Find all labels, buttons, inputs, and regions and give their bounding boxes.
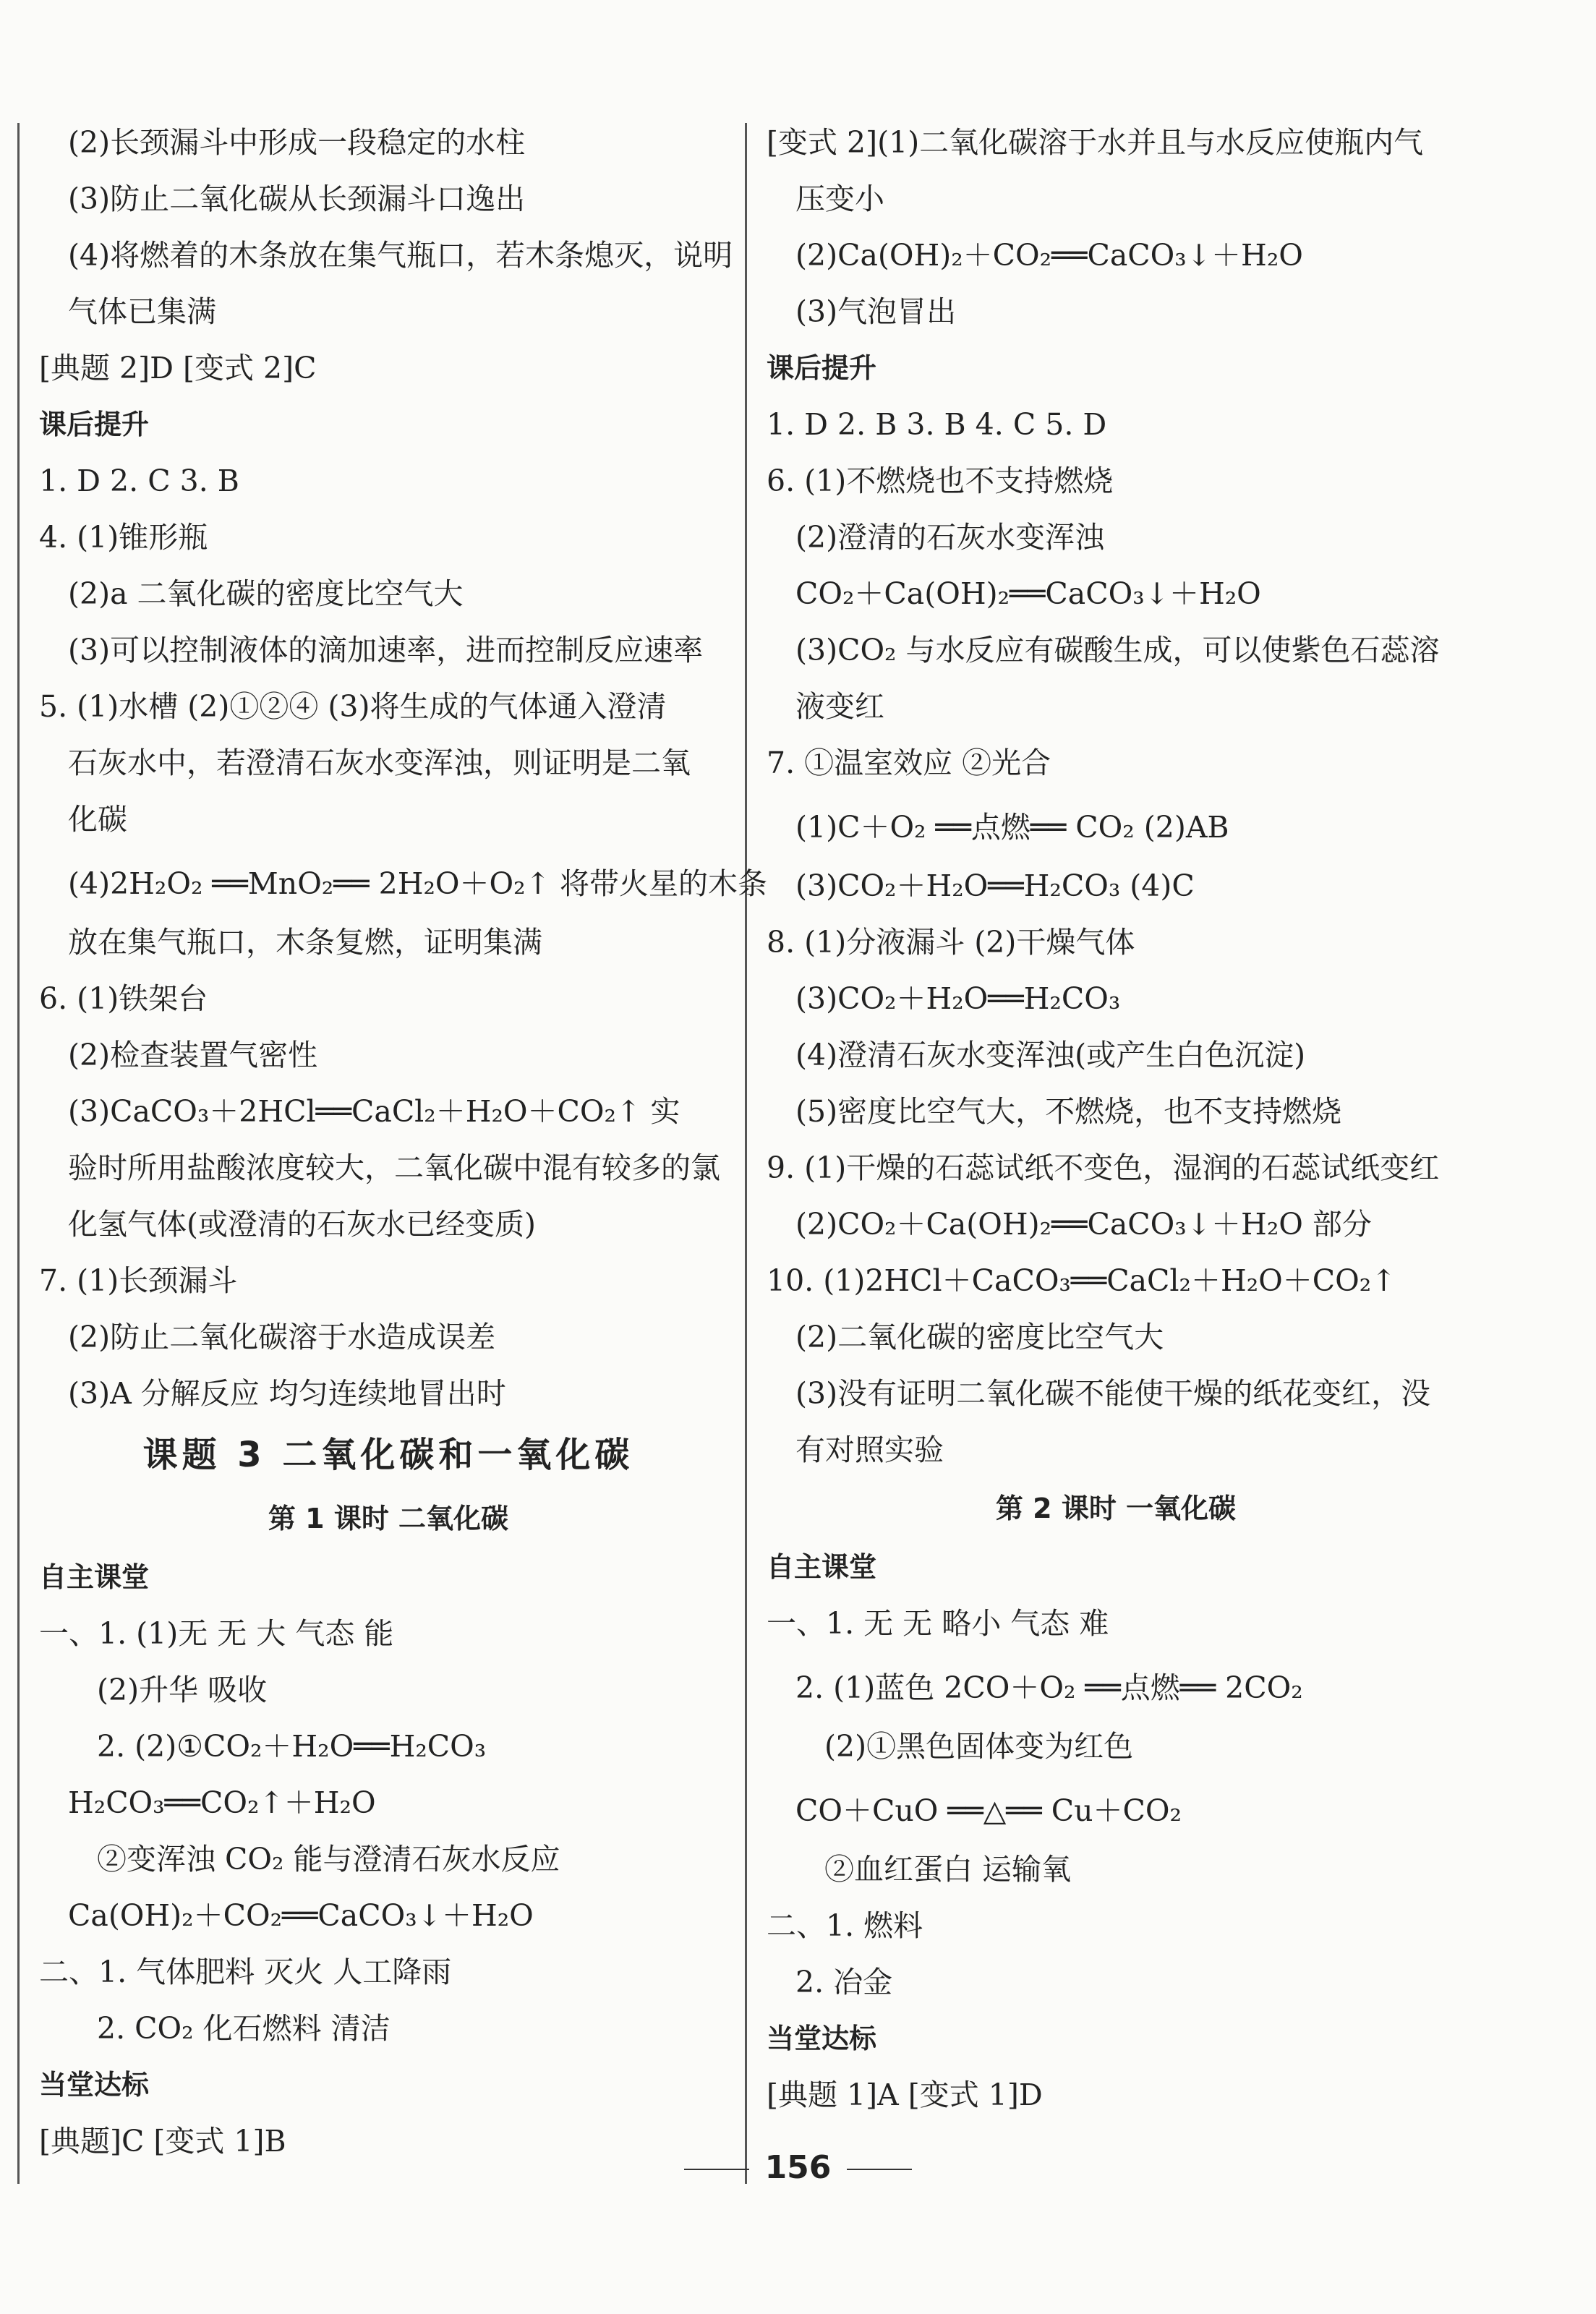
answer-line: 1. D 2. C 3. B xyxy=(39,464,239,498)
page-number-text: 156 xyxy=(764,2149,832,2186)
equation-line: 2. (1)蓝色 2CO＋O₂ ══点燃══ 2CO₂ xyxy=(795,1670,1303,1705)
section-heading: 课后提升 xyxy=(39,409,150,440)
answer-line: (3)CO₂ 与水反应有碳酸生成，可以使紫色石蕊溶 xyxy=(795,633,1440,667)
equation-line: (4)2H₂O₂ ══MnO₂══ 2H₂O＋O₂↑ 将带火星的木条 xyxy=(68,866,767,901)
equation-line: (2)Ca(OH)₂＋CO₂══CaCO₃↓＋H₂O xyxy=(795,238,1303,273)
answer-line: 6. (1)铁架台 xyxy=(39,981,208,1016)
answer-line: (2)长颈漏斗中形成一段稳定的水柱 xyxy=(68,125,526,160)
answer-line: 放在集气瓶口，木条复燃，证明集满 xyxy=(68,925,542,960)
answer-line: 压变小 xyxy=(795,182,884,216)
answer-line: ②变浑浊 CO₂ 能与澄清石灰水反应 xyxy=(97,1842,560,1877)
equation-line: 2. (2)①CO₂＋H₂O══H₂CO₃ xyxy=(97,1729,487,1764)
page-number-rule-left xyxy=(684,2169,749,2170)
equation-line: CO₂＋Ca(OH)₂══CaCO₃↓＋H₂O xyxy=(795,576,1261,611)
answer-line: [典题 1]A [变式 1]D xyxy=(767,2078,1043,2112)
answer-line: 化碳 xyxy=(68,802,127,837)
lesson-title: 课题 3 二氧化碳和一氧化碳 xyxy=(142,1435,634,1475)
section-heading: 自主课堂 xyxy=(39,1561,150,1593)
answer-line: 液变红 xyxy=(795,689,884,724)
left-column xyxy=(30,114,767,2169)
equation-line: Ca(OH)₂＋CO₂══CaCO₃↓＋H₂O xyxy=(68,1898,534,1933)
answer-line: 6. (1)不燃烧也不支持燃烧 xyxy=(767,464,1114,498)
answer-line: (2)防止二氧化碳溶于水造成误差 xyxy=(68,1320,496,1354)
answer-line: [典题 2]D [变式 2]C xyxy=(39,351,317,385)
equation-line: 10. (1)2HCl＋CaCO₃══CaCl₂＋H₂O＋CO₂↑ xyxy=(767,1263,1396,1298)
answer-line: 1. D 2. B 3. B 4. C 5. D xyxy=(767,407,1107,442)
section-heading: 课后提升 xyxy=(767,352,877,384)
answer-line: 有对照实验 xyxy=(795,1433,944,1467)
answer-line: (3)A 分解反应 均匀连续地冒出时 xyxy=(68,1376,506,1411)
equation-line: (1)C＋O₂ ══点燃══ CO₂ (2)AB xyxy=(795,810,1229,845)
answer-line: (3)可以控制液体的滴加速率，进而控制反应速率 xyxy=(68,633,704,667)
answer-line: 一、1. (1)无 无 大 气态 能 xyxy=(39,1616,394,1651)
equation-line: (3)CO₂＋H₂O══H₂CO₃ xyxy=(795,981,1121,1016)
answer-line: 7. ①温室效应 ②光合 xyxy=(767,746,1051,780)
answer-line: 化氢气体(或澄清的石灰水已经变质) xyxy=(68,1207,536,1242)
equation-line: (3)CO₂＋H₂O══H₂CO₃ (4)C xyxy=(795,868,1195,903)
answer-line: 5. (1)水槽 (2)①②④ (3)将生成的气体通入澄清 xyxy=(39,689,667,724)
section-heading: 当堂达标 xyxy=(767,2023,877,2054)
answer-line: 二、1. 气体肥料 灭火 人工降雨 xyxy=(39,1955,452,1989)
answer-line: 气体已集满 xyxy=(68,294,216,329)
answer-line: (2)检查装置气密性 xyxy=(68,1038,318,1072)
answer-line: 验时所用盐酸浓度较大，二氧化碳中混有较多的氯 xyxy=(68,1150,720,1185)
answer-line: (2)二氧化碳的密度比空气大 xyxy=(795,1320,1164,1354)
answer-line: 2. 冶金 xyxy=(795,1965,893,1999)
answer-line: 二、1. 燃料 xyxy=(767,1908,923,1943)
answer-line: [典题]C [变式 1]B xyxy=(39,2124,286,2159)
answer-line: (4)澄清石灰水变浑浊(或产生白色沉淀) xyxy=(795,1038,1306,1072)
answer-line: [变式 2](1)二氧化碳溶于水并且与水反应使瓶内气 xyxy=(767,125,1424,160)
answer-line: (2)a 二氧化碳的密度比空气大 xyxy=(68,576,464,611)
answer-line: (2)澄清的石灰水变浑浊 xyxy=(795,520,1105,555)
page-number xyxy=(0,2149,1596,2186)
answer-line: 7. (1)长颈漏斗 xyxy=(39,1263,238,1298)
left-margin-rule xyxy=(17,123,20,2184)
lesson-subtitle: 第 2 课时 一氧化碳 xyxy=(995,1493,1237,1524)
right-column xyxy=(758,114,1474,2123)
equation-line: (2)CO₂＋Ca(OH)₂══CaCO₃↓＋H₂O 部分 xyxy=(795,1207,1372,1242)
answer-line: (5)密度比空气大，不燃烧，也不支持燃烧 xyxy=(795,1094,1342,1129)
section-heading: 当堂达标 xyxy=(39,2069,150,2101)
page-number-rule-right xyxy=(847,2169,912,2170)
answer-line: (2)升华 吸收 xyxy=(97,1673,268,1707)
equation-line: CO＋CuO ══△══ Cu＋CO₂ xyxy=(795,1793,1182,1828)
answer-line: ②血红蛋白 运输氧 xyxy=(824,1852,1072,1887)
lesson-subtitle: 第 1 课时 二氧化碳 xyxy=(268,1503,509,1534)
equation-line: H₂CO₃══CO₂↑＋H₂O xyxy=(68,1785,376,1820)
answer-line: 9. (1)干燥的石蕊试纸不变色，湿润的石蕊试纸变红 xyxy=(767,1150,1440,1185)
equation-line: (3)CaCO₃＋2HCl══CaCl₂＋H₂O＋CO₂↑ 实 xyxy=(68,1094,680,1129)
answer-line: (4)将燃着的木条放在集气瓶口，若木条熄灭，说明 xyxy=(68,238,733,273)
answer-line: 2. CO₂ 化石燃料 清洁 xyxy=(97,2011,391,2046)
answer-line: 8. (1)分液漏斗 (2)干燥气体 xyxy=(767,925,1135,960)
answer-line: 4. (1)锥形瓶 xyxy=(39,520,208,555)
answer-line: 一、1. 无 无 略小 气态 难 xyxy=(767,1606,1109,1641)
answer-line: (3)没有证明二氧化碳不能使干燥的纸花变红，没 xyxy=(795,1376,1431,1411)
section-heading: 自主课堂 xyxy=(767,1551,877,1583)
answer-line: (3)防止二氧化碳从长颈漏斗口逸出 xyxy=(68,182,526,216)
answer-line: (2)①黑色固体变为红色 xyxy=(824,1729,1134,1764)
answer-line: 石灰水中，若澄清石灰水变浑浊，则证明是二氧 xyxy=(68,746,691,780)
answer-line: (3)气泡冒出 xyxy=(795,294,957,329)
